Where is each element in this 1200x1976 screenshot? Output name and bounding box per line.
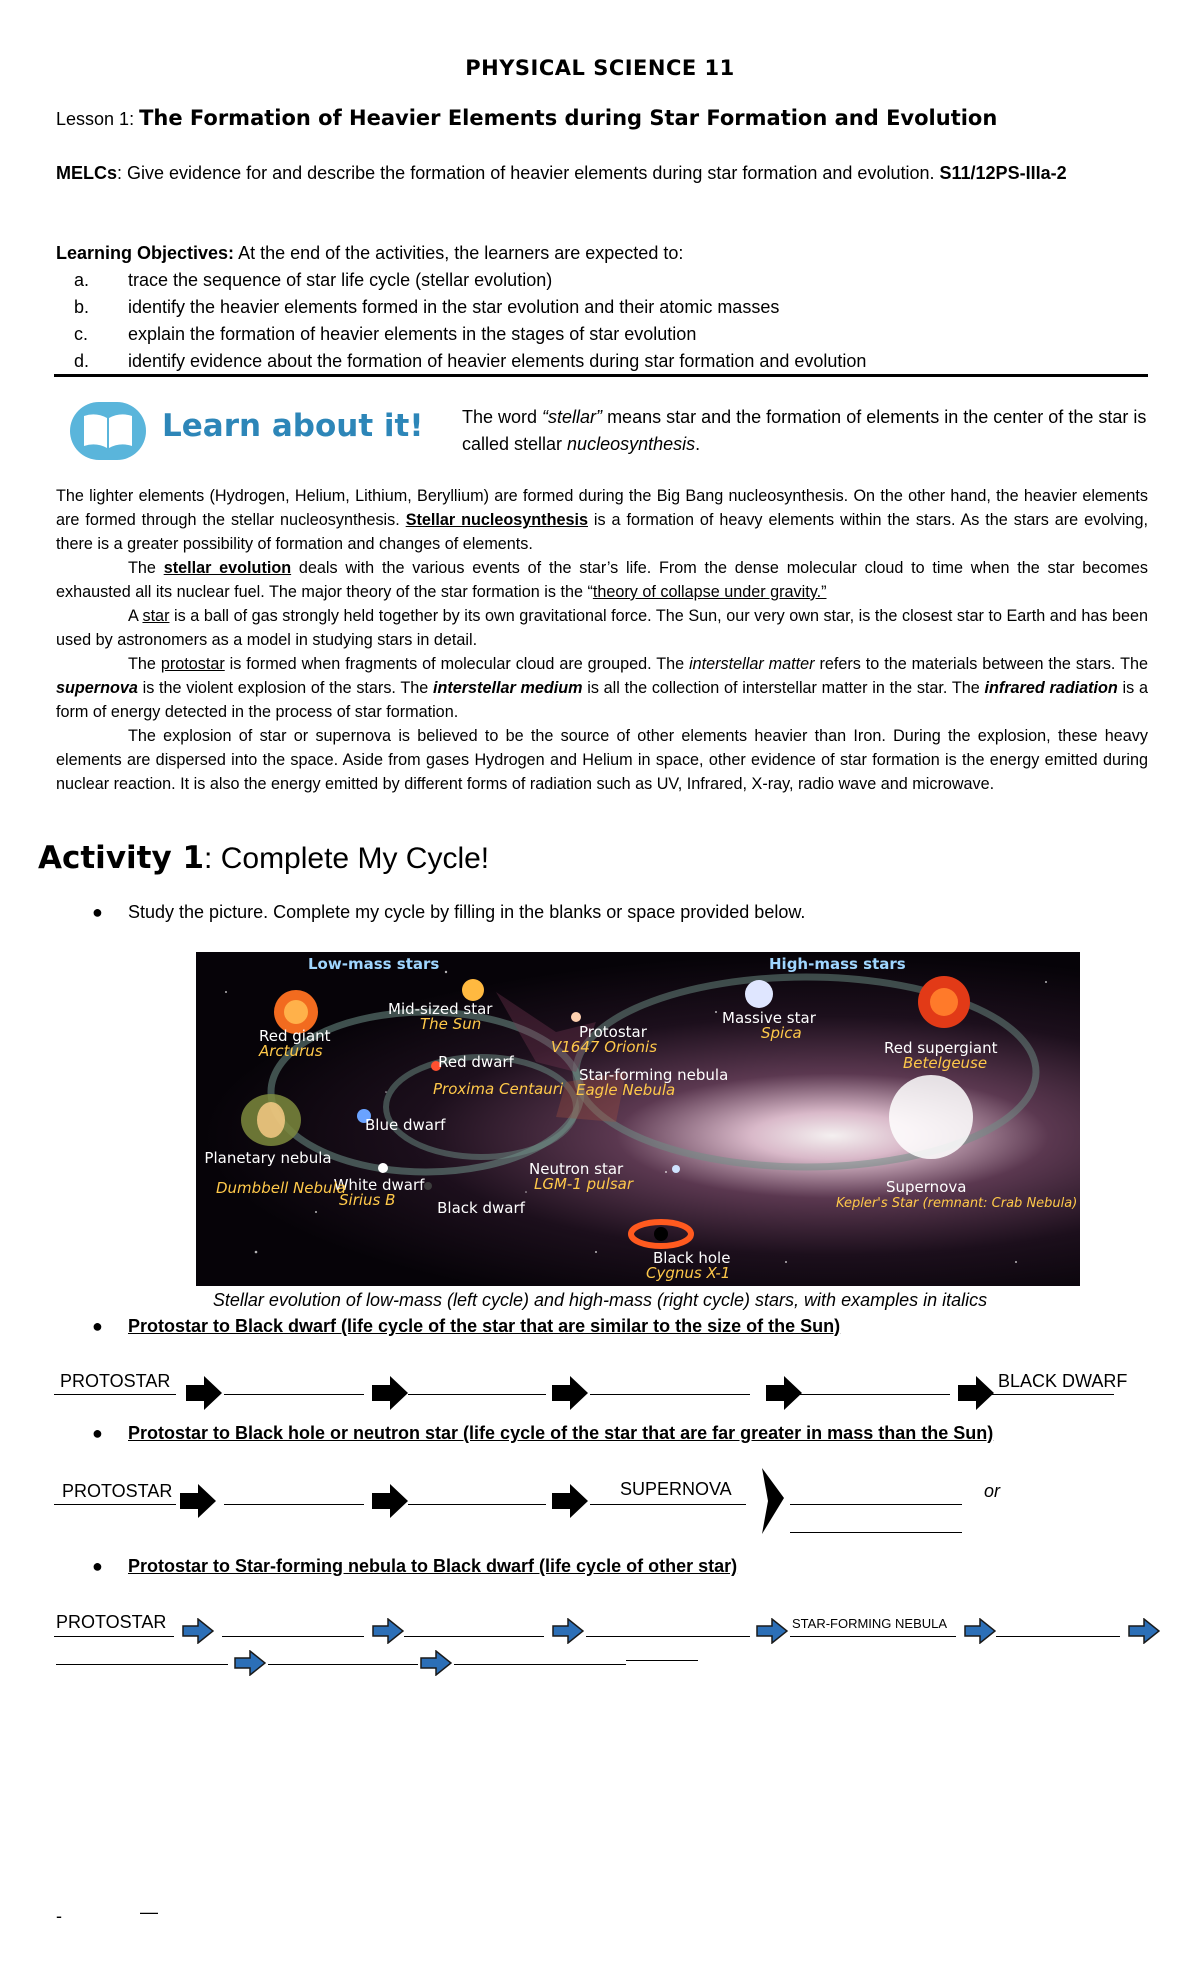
arrow-icon	[180, 1484, 216, 1518]
stellar-evolution-diagram	[196, 952, 1080, 1286]
example-eagle-nebula: Eagle Nebula	[576, 1081, 676, 1099]
cycle1-heading-text: Protostar to Black dwarf (life cycle of the star that are similar to the size of the Sun)	[128, 1316, 841, 1336]
example-lgm-1-pulsar: LGM-1 pulsar	[534, 1175, 634, 1193]
objective-letter: b.	[74, 297, 90, 317]
label-massive-star: Massive star	[722, 1009, 816, 1027]
cycle3-start-underline	[54, 1636, 174, 1637]
arrow-icon	[234, 1650, 266, 1676]
bullet-icon: ●	[92, 1316, 103, 1336]
example-proxima-centauri: Proxima Centauri	[433, 1080, 564, 1098]
cycle1-start-underline	[54, 1394, 176, 1395]
text: is all the collection of interstellar matter in the star. The	[582, 679, 985, 697]
answer-blank[interactable]	[800, 1394, 950, 1395]
example-the-sun: The Sun	[420, 1015, 482, 1033]
arrow-icon	[756, 1618, 788, 1644]
key-term: protostar	[160, 655, 225, 673]
arrow-icon	[958, 1376, 994, 1410]
text: deals with the various events of the star’s life. From the dense molecular cloud to time when the star becomes exhausted all its nuclear fuel. The major theory of the star formation is the “	[56, 559, 1148, 601]
arrow-icon	[766, 1376, 802, 1410]
instruction-text: Study the picture. Complete my cycle by filling in the blanks or space provided below.	[128, 902, 806, 922]
arrow-icon	[372, 1376, 408, 1410]
page-title: PHYSICAL SCIENCE 11	[465, 56, 735, 80]
melcs-text: Give evidence for and describe the formation of heavier elements during star formation and evolution.	[127, 163, 935, 183]
lesson-title: The Formation of Heavier Elements during Star Formation and Evolution	[139, 106, 998, 130]
high-mass-heading: High-mass stars	[769, 955, 906, 973]
answer-blank[interactable]	[996, 1636, 1120, 1637]
key-term: star	[142, 607, 170, 625]
answer-blank[interactable]	[222, 1636, 364, 1637]
label-blue-dwarf: Blue dwarf	[365, 1116, 446, 1134]
paragraph	[56, 652, 1148, 724]
paragraph	[56, 556, 1148, 604]
note-text: means star and the formation of elements in the center of the star is called stellar	[462, 407, 1147, 454]
book-icon	[70, 402, 146, 460]
answer-blank[interactable]	[408, 1504, 546, 1505]
text: The	[128, 559, 164, 577]
cycle3-mid-underline	[790, 1636, 956, 1637]
key-term: Stellar nucleosynthesis	[405, 511, 588, 529]
answer-blank[interactable]	[404, 1636, 544, 1637]
example-v1647-orionis: V1647 Orionis	[551, 1038, 658, 1056]
label-mid-sized-star: Mid-sized star	[388, 1000, 493, 1018]
objectives-list	[56, 267, 1146, 375]
objective-letter: d.	[74, 351, 90, 371]
paragraph	[56, 604, 1148, 652]
lesson-heading: Lesson 1: The Formation of Heavier Elements during Star Formation and Evolution	[56, 106, 998, 130]
arrow-icon	[182, 1618, 214, 1644]
melcs-label: MELCs	[56, 163, 118, 183]
answer-blank[interactable]	[56, 1664, 228, 1665]
arrow-icon	[372, 1484, 408, 1518]
learning-objectives	[56, 240, 1146, 375]
answer-blank[interactable]	[224, 1394, 364, 1395]
label-red-dwarf: Red dwarf	[438, 1053, 514, 1071]
activity-number: Activity 1	[38, 840, 205, 876]
activity-title: Complete My Cycle!	[220, 842, 490, 875]
bullet-icon: ●	[92, 902, 103, 922]
low-mass-heading: Low-mass stars	[308, 955, 440, 973]
cycle3-start-label: PROTOSTAR	[56, 1612, 167, 1632]
arrow-icon	[964, 1618, 996, 1644]
objective-item	[56, 267, 1146, 294]
objective-letter: a.	[74, 270, 90, 290]
objective-text: explain the formation of heavier elements in the stages of star evolution	[128, 324, 697, 344]
arrow-icon	[186, 1376, 222, 1410]
footer-mark: -	[56, 1906, 62, 1926]
label-red-giant: Red giant	[259, 1027, 331, 1045]
answer-blank[interactable]	[590, 1394, 750, 1395]
bullet-icon: ●	[92, 1423, 103, 1443]
cycle1-end-underline	[990, 1394, 1114, 1395]
arrow-icon	[372, 1618, 404, 1644]
note-term: nucleosynthesis	[567, 434, 696, 454]
paragraph: The explosion of star or supernova is believed to be the source of other elements heavier than Iron. During the explosion, these heavy elements are dispersed into the space. Aside from gases Hydrogen and Helium in space, other evidence of star formation is the energy emitted during nuclear reaction. It is also the energy emitted by different forms of radiation such as UV, Infrared, X-ray, radio wave and microwave.	[56, 727, 1148, 793]
label-supernova: Supernova	[886, 1178, 967, 1196]
objective-letter: c.	[74, 324, 89, 344]
figure-caption: Stellar evolution of low-mass (left cycle) and high-mass (right cycle) stars, with examples in italics	[212, 1290, 988, 1310]
text: is a formation of heavy elements within the stars. As the stars are evolving, there is a greater possibility of formation and changes of elements.	[56, 511, 1148, 553]
or-label: or	[984, 1481, 1001, 1501]
arrow-icon	[1128, 1618, 1160, 1644]
melcs-block: MELCs: Give evidence for and describe the formation of heavier elements during star formation and evolution. S11/12PS-IIIa-2	[56, 163, 1067, 183]
melcs-code: S11/12PS-IIIa-2	[939, 163, 1067, 183]
objectives-intro: At the end of the activities, the learners are expected to:	[238, 243, 684, 263]
diagram-labels	[196, 952, 1080, 1286]
answer-blank[interactable]	[790, 1532, 962, 1533]
text: is a form of energy detected in the process of star formation.	[56, 679, 1148, 721]
example-dumbbell-nebula: Dumbbell Nebula	[216, 1179, 346, 1197]
stellar-definition	[462, 404, 1150, 458]
objective-item	[56, 321, 1146, 348]
lesson-body	[56, 484, 1148, 796]
example-betelgeuse: Betelgeuse	[903, 1054, 988, 1072]
key-term: interstellar medium	[432, 679, 583, 697]
cycle2-mid-label: SUPERNOVA	[620, 1479, 732, 1499]
answer-blank[interactable]	[408, 1394, 546, 1395]
arrow-icon	[552, 1484, 588, 1518]
example-arcturus: Arcturus	[259, 1042, 323, 1060]
label-protostar: Protostar	[579, 1023, 647, 1041]
cycle3-heading-text: Protostar to Star-forming nebula to Black dwarf (life cycle of other star)	[128, 1556, 738, 1576]
objective-text: identify the heavier elements formed in the star evolution and their atomic masses	[128, 297, 780, 317]
label-black-dwarf: Black dwarf	[437, 1199, 525, 1217]
paragraph	[56, 484, 1148, 556]
text: is formed when fragments of molecular cloud are grouped. The	[224, 655, 690, 673]
answer-blank[interactable]	[268, 1664, 418, 1665]
text: refers to the materials between the stars. The	[814, 655, 1148, 673]
section-divider	[54, 374, 1148, 377]
text: A	[128, 607, 143, 625]
key-term: theory of collapse under gravity.”	[592, 583, 827, 601]
arrow-icon	[552, 1376, 588, 1410]
note-text: .	[695, 434, 701, 454]
cycle2-heading-text: Protostar to Black hole or neutron star (life cycle of the star that are far greater in mass than the Sun)	[128, 1423, 994, 1443]
key-term: supernova	[56, 679, 138, 697]
answer-blank[interactable]	[626, 1660, 698, 1661]
note-term: “stellar”	[542, 407, 603, 427]
footer-mark: —	[140, 1902, 158, 1922]
learn-about-it-banner	[70, 398, 430, 468]
learn-about-it-label: Learn about it!	[162, 408, 424, 444]
cycle3-mid-label: STAR-FORMING NEBULA	[792, 1616, 948, 1631]
activity-heading: Activity 1: Complete My Cycle!	[38, 840, 490, 876]
example-cygnus-x1: Cygnus X-1	[646, 1264, 731, 1282]
objective-text: identify evidence about the formation of heavier elements during star formation and evolution	[128, 351, 867, 371]
objective-item	[56, 294, 1146, 321]
answer-blank[interactable]	[454, 1664, 626, 1665]
key-term: interstellar matter	[689, 655, 815, 673]
cycle2-start-underline	[54, 1504, 176, 1505]
text: is a ball of gas strongly held together by its own gravitational force. The Sun, our very own star, is the closest star to Earth and has been used by astronomers as a model in studying stars in detail.	[56, 607, 1148, 649]
answer-blank[interactable]	[790, 1504, 962, 1505]
key-term: stellar evolution	[163, 559, 292, 577]
example-keplers-star: Kepler's Star (remnant: Crab Nebula)	[836, 1196, 1078, 1211]
label-planetary-nebula: Planetary nebula	[204, 1149, 332, 1167]
split-arrow-icon	[758, 1468, 784, 1534]
cycle2-start-label: PROTOSTAR	[62, 1481, 173, 1501]
arrow-icon	[552, 1618, 584, 1644]
cycle1-start-label: PROTOSTAR	[60, 1371, 171, 1391]
lesson-label: Lesson 1	[56, 109, 130, 129]
label-red-supergiant: Red supergiant	[884, 1039, 998, 1057]
objective-item	[56, 348, 1146, 375]
label-black-hole: Black hole	[653, 1249, 731, 1267]
cycle2-mid-underline	[590, 1504, 746, 1505]
label-neutron-star: Neutron star	[529, 1160, 624, 1178]
label-white-dwarf: White dwarf	[333, 1176, 425, 1194]
label-star-forming-nebula: Star-forming nebula	[579, 1066, 729, 1084]
key-term: infrared radiation	[984, 679, 1118, 697]
bullet-icon: ●	[92, 1556, 103, 1576]
note-text: The word	[462, 407, 543, 427]
arrow-icon	[420, 1650, 452, 1676]
example-spica: Spica	[761, 1024, 802, 1042]
answer-blank[interactable]	[224, 1504, 364, 1505]
example-sirius-b: Sirius B	[339, 1191, 396, 1209]
objective-text: trace the sequence of star life cycle (stellar evolution)	[128, 270, 553, 290]
text: The	[128, 655, 161, 673]
objectives-label: Learning Objectives:	[56, 243, 235, 263]
text: is the violent explosion of the stars. The	[137, 679, 433, 697]
answer-blank[interactable]	[586, 1636, 750, 1637]
text: The lighter elements (Hydrogen, Helium, Lithium, Beryllium) are formed during the Big Bang nucleosynthesis. On the other hand, the heavier elements are formed through the stellar nucleosynthesis.	[56, 487, 1148, 529]
cycle1-end-label: BLACK DWARF	[998, 1371, 1128, 1391]
